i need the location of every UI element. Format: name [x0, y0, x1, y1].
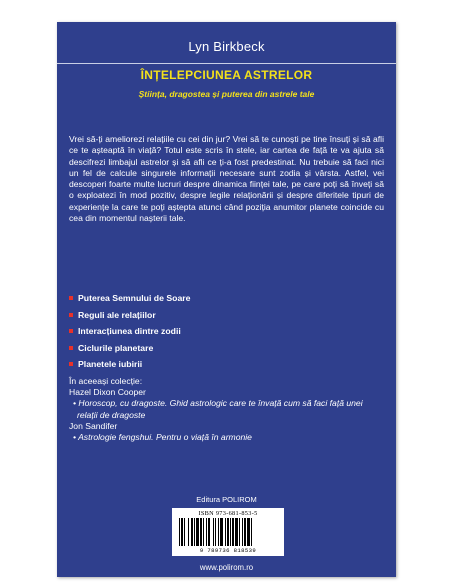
- barcode-bar: [191, 518, 193, 546]
- barcode-bar: [230, 518, 231, 546]
- barcode-bar: [247, 518, 250, 546]
- collection-book: • Astrologie fengshui. Pentru o viață în armonie: [73, 432, 252, 443]
- barcode-bar: [194, 518, 195, 546]
- barcode-bar: [208, 518, 210, 546]
- barcode-bar: [213, 518, 214, 546]
- barcode-bar: [206, 518, 207, 546]
- website-url: www.polirom.ro: [199, 563, 254, 572]
- book-subtitle: Știința, dragostea și puterea din astrele tale: [138, 89, 315, 99]
- publisher-name: Editura POLIROM: [196, 495, 257, 504]
- feature-label: Planetele iubirii: [78, 359, 143, 370]
- barcode-icon: [179, 518, 277, 546]
- barcode-bar: [188, 518, 189, 546]
- barcode-bar: [181, 518, 183, 546]
- feature-item: [69, 356, 191, 373]
- collection-heading: În aceeași colecție:: [69, 376, 143, 386]
- barcode-bar: [242, 518, 243, 546]
- bullet-icon: [69, 329, 73, 333]
- barcode-bar: [220, 518, 223, 546]
- same-collection-section: [69, 376, 384, 443]
- feature-item: [69, 323, 191, 340]
- bullet-icon: [69, 362, 73, 366]
- barcode-bar: [200, 518, 202, 546]
- author-name: Lyn Birkbeck: [188, 39, 265, 54]
- barcode-bar: [227, 518, 229, 546]
- feature-label: Interacțiunea dintre zodii: [78, 326, 181, 337]
- barcode-bar: [239, 518, 240, 546]
- book-back-cover: [57, 22, 396, 577]
- feature-list: [69, 290, 191, 373]
- barcode-bar: [225, 518, 226, 546]
- feature-label: Ciclurile planetare: [78, 342, 154, 353]
- barcode-bar: [203, 518, 204, 546]
- feature-label: Puterea Semnului de Soare: [78, 293, 191, 304]
- barcode-bar: [215, 518, 216, 546]
- barcode-bar: [179, 518, 180, 546]
- title-divider: [57, 63, 396, 64]
- barcode-bar: [196, 518, 199, 546]
- barcode-bar: [218, 518, 219, 546]
- collection-author: Hazel Dixon Cooper: [69, 387, 146, 398]
- feature-item: [69, 290, 191, 307]
- bullet-icon: [69, 296, 73, 300]
- barcode-label: [172, 508, 284, 556]
- barcode-bar: [232, 518, 234, 546]
- feature-label: Reguli ale relațiilor: [78, 309, 156, 320]
- book-title: ÎNȚELEPCIUNEA ASTRELOR: [140, 68, 313, 82]
- barcode-bar: [251, 518, 252, 546]
- collection-author: Jon Sandifer: [69, 420, 118, 431]
- blurb-text: Vrei să-ți ameliorezi relațiile cu cei din jur? Vrei să te cunoști pe tine însuți și să afli ce te așteaptă în viață? Totul este scris în stele, iar cartea de față te va ajuta să descifrezi limbajul astrelor și să afli ce ți-a fost predestinat. Nu trebuie să faci nici un fel de calcule singurele informații necesare sunt zodia și vârsta. Astfel, vei descoperi foarte multe lucruri despre dinamica ființei tale, pe care poți să înveți să o exploatezi în mod pozitiv, despre legile relaționării și despre diferitele tipuri de experiențe la care te poți aștepta atunci când poziția anumitor planete coincide cu cea din momentul nașterii tale.: [69, 134, 384, 224]
- barcode-bar: [235, 518, 238, 546]
- barcode-number: 9 789736 818539: [199, 547, 257, 554]
- feature-item: [69, 340, 191, 357]
- isbn-text: ISBN 973-681-853-5: [198, 510, 258, 517]
- collection-book: • Horoscop, cu dragoste. Ghid astrologic care te învață cum să faci față unei relații de dragoste: [73, 398, 363, 420]
- bullet-icon: [69, 313, 73, 317]
- barcode-bar: [184, 518, 185, 546]
- bullet-icon: [69, 346, 73, 350]
- feature-item: [69, 307, 191, 324]
- barcode-bar: [244, 518, 246, 546]
